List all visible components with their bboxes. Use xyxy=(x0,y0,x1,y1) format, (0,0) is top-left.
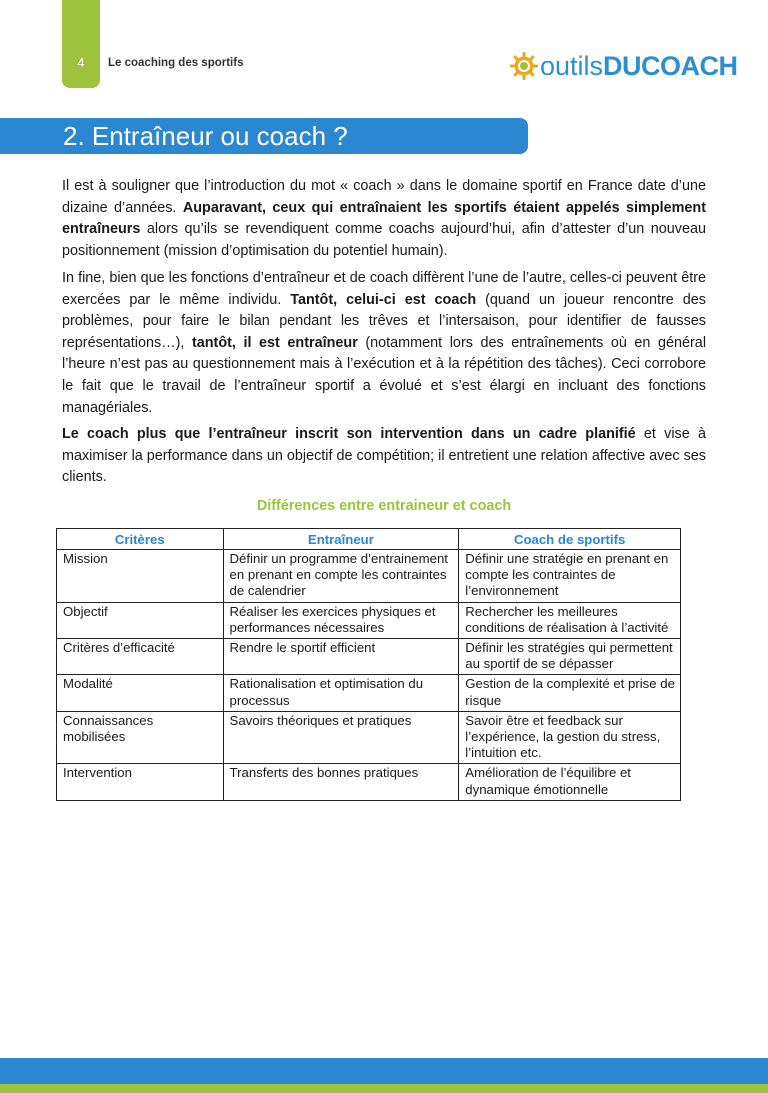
paragraph-3: Le coach plus que l’entraîneur inscrit son intervention dans un cadre planifié et vise à maximiser la performance dans un objectif de compétition; il entretient une relation affective avec ses clients. xyxy=(62,426,706,486)
gear-sun-icon xyxy=(509,51,539,81)
table-caption: Différences entre entraineur et coach xyxy=(256,498,512,514)
table-cell: Transferts des bonnes pratiques xyxy=(223,764,459,800)
paragraph-2: In fine, bien que les fonctions d’entraîneur et de coach diffèrent l’une de l’autre, celles-ci peuvent être exercées par le même individu. Tantôt, celui-ci est coach (quand un joueur rencontre des problèmes, pour faire le bilan pendant les trêves et l’intersaison, pour identifier de fausses représentations…), tantôt, il est entraîneur (notamment lors des entraînements où en général l’heure n’est pas au questionnement mais à l’exécution et à la répétition des tâches). Ceci corrobore le fait que le travail de l’entraîneur sportif a évolué et s’est élargi en incluant des fonctions managériales. xyxy=(62,270,707,416)
table-cell: Critères d’efficacité xyxy=(57,639,224,675)
table-cell: Objectif xyxy=(57,602,224,638)
table-cell: Intervention xyxy=(57,764,224,800)
table-cell: Définir une stratégie en prenant en compte les contraintes de l’environnement xyxy=(459,550,681,603)
table-cell: Savoir être et feedback sur l’expérience, la gestion du stress, l’intuition etc. xyxy=(459,711,681,764)
table-row xyxy=(57,550,681,603)
table-cell: Rechercher les meilleures conditions de réalisation à l’activité xyxy=(459,602,681,638)
table-cell: Réaliser les exercices physiques et performances nécessaires xyxy=(223,602,459,638)
running-title: Le coaching des sportifs xyxy=(108,57,244,69)
table-row xyxy=(57,711,681,764)
outils-du-coach-logo xyxy=(509,48,738,84)
page-number: 4 xyxy=(77,55,85,70)
table-cell: Modalité xyxy=(57,675,224,711)
footer-band-blue xyxy=(0,1058,768,1084)
table-row xyxy=(57,639,681,675)
table-cell: Définir les stratégies qui permettent au sportif de se dépasser xyxy=(459,639,681,675)
section-title: 2. Entraîneur ou coach ? xyxy=(63,121,348,151)
column-header: Critères xyxy=(57,529,224,550)
table-cell: Définir un programme d’entrainement en prenant en compte les contraintes de calendrier xyxy=(223,550,459,603)
footer-band-green xyxy=(0,1084,768,1093)
paragraph-1: Il est à souligner que l’introduction du mot « coach » dans le domaine sportif en France date d’une dizaine d’années. Auparavant, ceux qui entraînaient les sportifs étaient appelés simplement entraîneurs alors qu’ils se revendiquent comme coachs aujourd’hui, afin d’attester d’un nouveau positionnement (mission d’optimisation du potentiel humain). xyxy=(62,178,706,259)
table-cell: Rationalisation et optimisation du processus xyxy=(223,675,459,711)
column-header: Entraîneur xyxy=(223,529,459,550)
table-row xyxy=(57,764,681,800)
table-cell: Savoirs théoriques et pratiques xyxy=(223,711,459,764)
table-cell: Gestion de la complexité et prise de risque xyxy=(459,675,681,711)
page-number-tab xyxy=(62,0,100,88)
table-row xyxy=(57,602,681,638)
logo-wordmark: outilsDUCOACH xyxy=(540,51,738,81)
table-row xyxy=(57,675,681,711)
table-header-row xyxy=(57,529,681,550)
table-cell: Rendre le sportif efficient xyxy=(223,639,459,675)
table-cell: Mission xyxy=(57,550,224,603)
table-cell: Amélioration de l’équilibre et dynamique émotionnelle xyxy=(459,764,681,800)
table-cell: Connaissances mobilisées xyxy=(57,711,224,764)
column-header: Coach de sportifs xyxy=(459,529,681,550)
comparison-table xyxy=(56,528,681,801)
